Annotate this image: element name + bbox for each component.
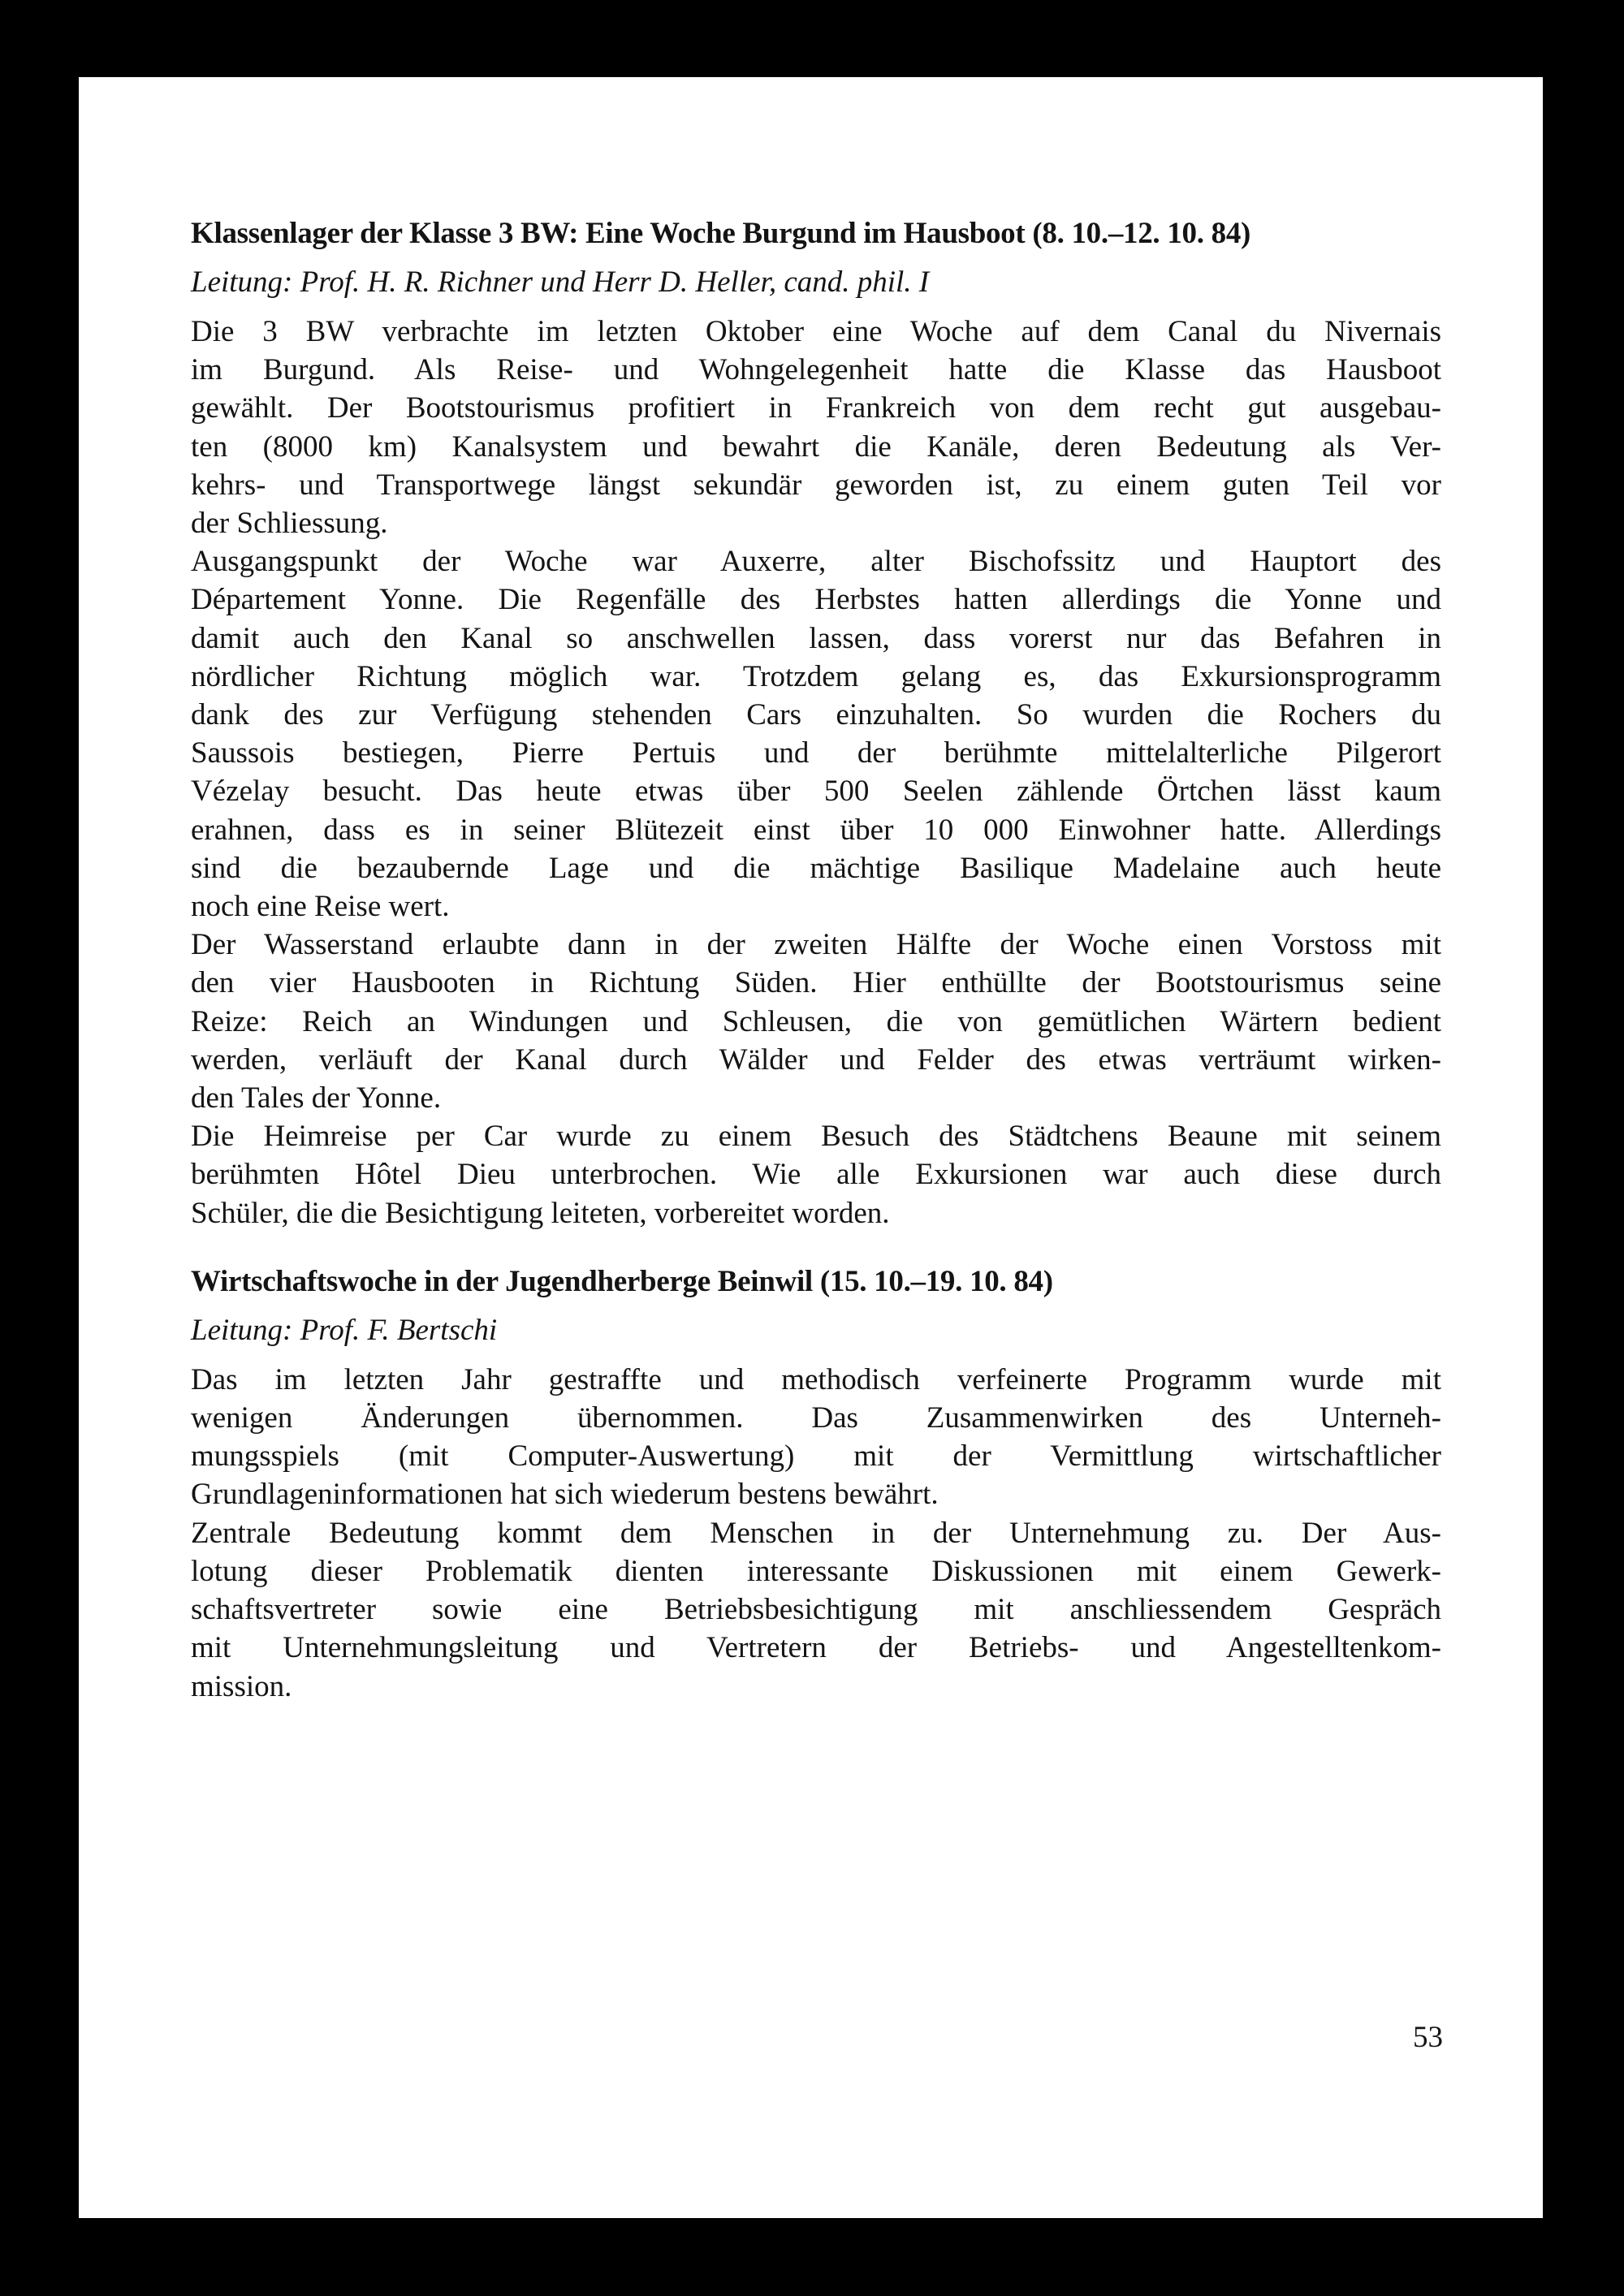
- body-line: den Tales der Yonne.: [191, 1081, 442, 1116]
- body-line: gewählt. Der Bootstourismus profitiert in Frankreich von dem recht gut ausgebau-: [191, 391, 1441, 425]
- body-line: nördlicher Richtung möglich war. Trotzdem gelang es, das Exkursionsprogramm: [191, 659, 1441, 693]
- body-line: Der Wasserstand erlaubte dann in der zweiten Hälfte der Woche einen Vorstoss mit: [191, 928, 1441, 962]
- section-leitung: Leitung: Prof. F. Bertschi: [191, 1313, 498, 1347]
- body-line: Die Heimreise per Car wurde zu einem Besuch des Städtchens Beaune mit seinem: [191, 1120, 1441, 1154]
- body-line: Zentrale Bedeutung kommt dem Menschen in der Unternehmung zu. Der Aus-: [191, 1516, 1441, 1550]
- body-line: mission.: [191, 1669, 292, 1703]
- body-line: werden, verläuft der Kanal durch Wälder und Felder des etwas verträumt wirken-: [191, 1042, 1441, 1077]
- body-line: wenigen Änderungen übernommen. Das Zusammenwirken des Unterneh-: [191, 1401, 1441, 1435]
- body-line: damit auch den Kanal so anschwellen lassen, dass vorerst nur das Befahren in: [191, 621, 1441, 655]
- body-line: ten (8000 km) Kanalsystem und bewahrt die Kanäle, deren Bedeutung als Ver-: [191, 429, 1441, 464]
- body-line: Das im letzten Jahr gestraffte und methodisch verfeinerte Programm wurde mit: [191, 1362, 1441, 1396]
- section-heading: Klassenlager der Klasse 3 BW: Eine Woche Burgund im Hausboot (8. 10.–12. 10. 84): [191, 217, 1251, 250]
- body-line: Saussois bestiegen, Pierre Pertuis und der berühmte mittelalterliche Pilgerort: [191, 736, 1441, 770]
- body-line: Vézelay besucht. Das heute etwas über 500 Seelen zählende Örtchen lässt kaum: [191, 775, 1441, 809]
- body-line: berühmten Hôtel Dieu unterbrochen. Wie alle Exkursionen war auch diese durch: [191, 1158, 1441, 1192]
- body-line: Die 3 BW verbrachte im letzten Oktober eine Woche auf dem Canal du Nivernais: [191, 315, 1441, 348]
- body-line: Ausgangspunkt der Woche war Auxerre, alter Bischofssitz und Hauptort des: [191, 545, 1441, 579]
- page-content: [191, 215, 1441, 1706]
- body-line: den vier Hausbooten in Richtung Süden. Hier enthüllte der Bootstourismus seine: [191, 966, 1441, 1000]
- body-line: mit Unternehmungsleitung und Vertretern der Betriebs- und Angestelltenkom-: [191, 1631, 1441, 1665]
- body-line: erahnen, dass es in seiner Blütezeit einst über 10 000 Einwohner hatte. Allerdings: [191, 813, 1441, 847]
- page-number: 53: [1413, 2021, 1443, 2054]
- section-klassenlager: [191, 215, 1441, 1232]
- body-line: Grundlageninformationen hat sich wiederum bestens bewährt.: [191, 1478, 939, 1512]
- body-line: im Burgund. Als Reise- und Wohngelegenheit hatte die Klasse das Hausboot: [191, 353, 1441, 387]
- body-line: Schüler, die die Besichtigung leiteten, vorbereitet worden.: [191, 1196, 890, 1230]
- body-line: dank des zur Verfügung stehenden Cars einzuhalten. So wurden die Rochers du: [191, 698, 1441, 732]
- document-page: [79, 77, 1543, 2218]
- body-line: kehrs- und Transportwege längst sekundär geworden ist, zu einem guten Teil vor: [191, 468, 1441, 502]
- body-line: lotung dieser Problematik dienten interessante Diskussionen mit einem Gewerk-: [191, 1554, 1441, 1588]
- body-line: mungsspiels (mit Computer-Auswertung) mit der Vermittlung wirtschaftlicher: [191, 1439, 1441, 1474]
- section-body: [191, 1361, 1441, 1706]
- section-body: [191, 313, 1441, 1232]
- body-line: sind die bezaubernde Lage und die mächtige Basilique Madelaine auch heute: [191, 851, 1441, 885]
- body-line: Département Yonne. Die Regenfälle des Herbstes hatten allerdings die Yonne und: [191, 583, 1441, 617]
- section-heading: Wirtschaftswoche in der Jugendherberge Beinwil (15. 10.–19. 10. 84): [191, 1264, 1053, 1298]
- section-leitung: Leitung: Prof. H. R. Richner und Herr D. Heller, cand. phil. I: [191, 265, 930, 299]
- section-wirtschaftswoche: [191, 1263, 1441, 1706]
- body-line: der Schliessung.: [191, 507, 388, 541]
- body-line: schaftsvertreter sowie eine Betriebsbesichtigung mit anschliessendem Gespräch: [191, 1593, 1441, 1627]
- body-line: Reize: Reich an Windungen und Schleusen, die von gemütlichen Wärtern bedient: [191, 1004, 1441, 1038]
- body-line: noch eine Reise wert.: [191, 890, 450, 924]
